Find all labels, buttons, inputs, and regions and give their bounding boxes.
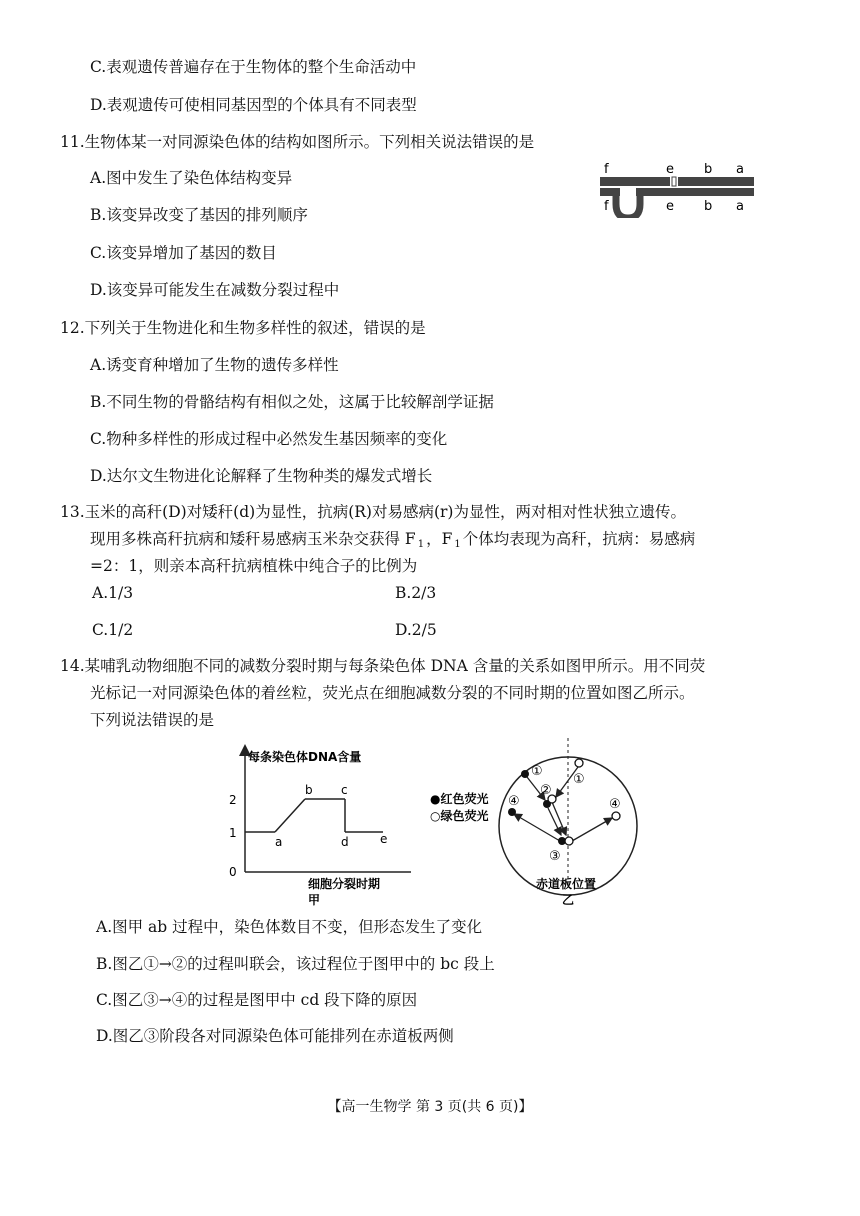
gene-label-bottom-b: b <box>704 199 713 214</box>
stage-label-1-left: ① <box>531 764 543 779</box>
gene-label-top-a: a <box>736 162 744 177</box>
figure-caption-yi: 乙 <box>562 893 575 907</box>
stage-label-4-right: ④ <box>609 797 621 812</box>
q14-option-b: B.图乙①→②的过程叫联会，该过程位于图甲中的 bc 段上 <box>96 955 495 973</box>
q10-option-d: D.表观遗传可使相同基因型的个体具有不同表型 <box>90 96 417 114</box>
stage-label-2: ② <box>540 783 552 798</box>
q13-stem-line3: =2：1，则亲本高秆抗病植株中纯合子的比例为 <box>90 557 418 575</box>
x-axis-label: 细胞分裂时期 <box>308 877 381 891</box>
gene-label-top-f: f <box>604 162 609 177</box>
y-tick-1: 1 <box>229 826 237 840</box>
red-dot-stage4 <box>508 808 516 816</box>
red-dot-stage1 <box>521 770 529 778</box>
green-dot-stage1 <box>575 759 583 767</box>
q13-option-c: C.1/2 <box>92 621 134 639</box>
q14-stem-line3: 下列说法错误的是 <box>90 711 215 729</box>
gene-label-bottom-e: e <box>666 199 674 214</box>
q14-stem-line1: 14.某哺乳动物细胞不同的减数分裂时期与每条染色体 DNA 含量的关系如图甲所示。用不同荧 <box>60 657 706 675</box>
q11-option-c: C.该变异增加了基因的数目 <box>90 244 277 262</box>
point-label-c: c <box>341 783 348 797</box>
q11-stem: 11.生物体某一对同源染色体的结构如图所示。下列相关说法错误的是 <box>60 133 535 151</box>
q13-option-b: B.2/3 <box>395 584 437 602</box>
figure-caption-jia: 甲 <box>308 893 321 907</box>
figure-yi-cell-diagram <box>428 738 648 913</box>
page-footer: 【高一生物学 第 3 页(共 6 页)】 <box>327 1099 533 1115</box>
q12-option-a: A.诱变育种增加了生物的遗传多样性 <box>90 356 339 374</box>
chromosome-top-left <box>600 177 670 186</box>
figure-jia-dna-chart <box>215 742 415 912</box>
q14-option-d: D.图乙③阶段各对同源染色体可能排列在赤道板两侧 <box>96 1027 454 1045</box>
legend-red-fluorescence: ●红色荧光 <box>430 792 489 806</box>
chromosome-figure <box>590 158 770 218</box>
green-dot-stage4 <box>612 812 620 820</box>
equatorial-plate-label: 赤道板位置 <box>536 877 597 891</box>
q11-option-a: A.图中发生了染色体结构变异 <box>90 169 293 187</box>
point-label-d: d <box>341 835 349 849</box>
stage-label-4-left: ④ <box>508 794 520 809</box>
green-dot-stage3 <box>565 837 573 845</box>
q12-option-b: B.不同生物的骨骼结构有相似之处，这属于比较解剖学证据 <box>90 393 494 411</box>
q14-stem-line2: 光标记一对同源染色体的着丝粒，荧光点在细胞减数分裂的不同时期的位置如图乙所示。 <box>90 684 695 702</box>
chromosome-bottom-right <box>636 188 754 196</box>
gene-label-top-b: b <box>704 162 713 177</box>
q12-option-c: C.物种多样性的形成过程中必然发生基因频率的变化 <box>90 430 448 448</box>
q14-option-a: A.图甲 ab 过程中，染色体数目不变，但形态发生了变化 <box>96 918 483 936</box>
legend-green-fluorescence: ○绿色荧光 <box>430 809 489 823</box>
y-tick-0: 0 <box>229 865 237 879</box>
q12-option-d: D.达尔文生物进化论解释了生物种类的爆发式增长 <box>90 467 433 485</box>
point-label-a: a <box>275 835 283 849</box>
stage-label-3: ③ <box>549 849 561 864</box>
y-tick-2: 2 <box>229 793 237 807</box>
gene-label-bottom-f: f <box>604 199 609 214</box>
cell-outline <box>499 757 637 895</box>
q13-stem-line1: 13.玉米的高秆(D)对矮秆(d)为显性，抗病(R)对易感病(r)为显性，两对相对性状独立遗传。 <box>60 503 686 521</box>
q11-option-b: B.该变异改变了基因的排列顺序 <box>90 206 308 224</box>
q11-option-d: D.该变异可能发生在减数分裂过程中 <box>90 281 340 299</box>
gene-label-top-e: e <box>666 162 674 177</box>
gene-label-bottom-a: a <box>736 199 744 214</box>
point-label-b: b <box>305 783 313 797</box>
q13-stem-line2: 现用多株高秆抗病和矮秆易感病玉米杂交获得 F 1 ，F 1 个体均表现为高秆，抗病：易感病 <box>90 530 696 550</box>
q14-option-c: C.图乙③→④的过程是图甲中 cd 段下降的原因 <box>96 991 418 1009</box>
q13-option-a: A.1/3 <box>92 584 134 602</box>
stage-label-1-right: ① <box>573 772 585 787</box>
chromosome-top-right <box>678 177 754 186</box>
q12-stem: 12.下列关于生物进化和生物多样性的叙述，错误的是 <box>60 319 426 337</box>
q10-option-c: C.表观遗传普遍存在于生物体的整个生命活动中 <box>90 58 417 76</box>
point-label-e: e <box>380 832 388 846</box>
y-axis-label: 每条染色体DNA含量 <box>248 750 362 764</box>
q13-option-d: D.2/5 <box>395 621 437 639</box>
